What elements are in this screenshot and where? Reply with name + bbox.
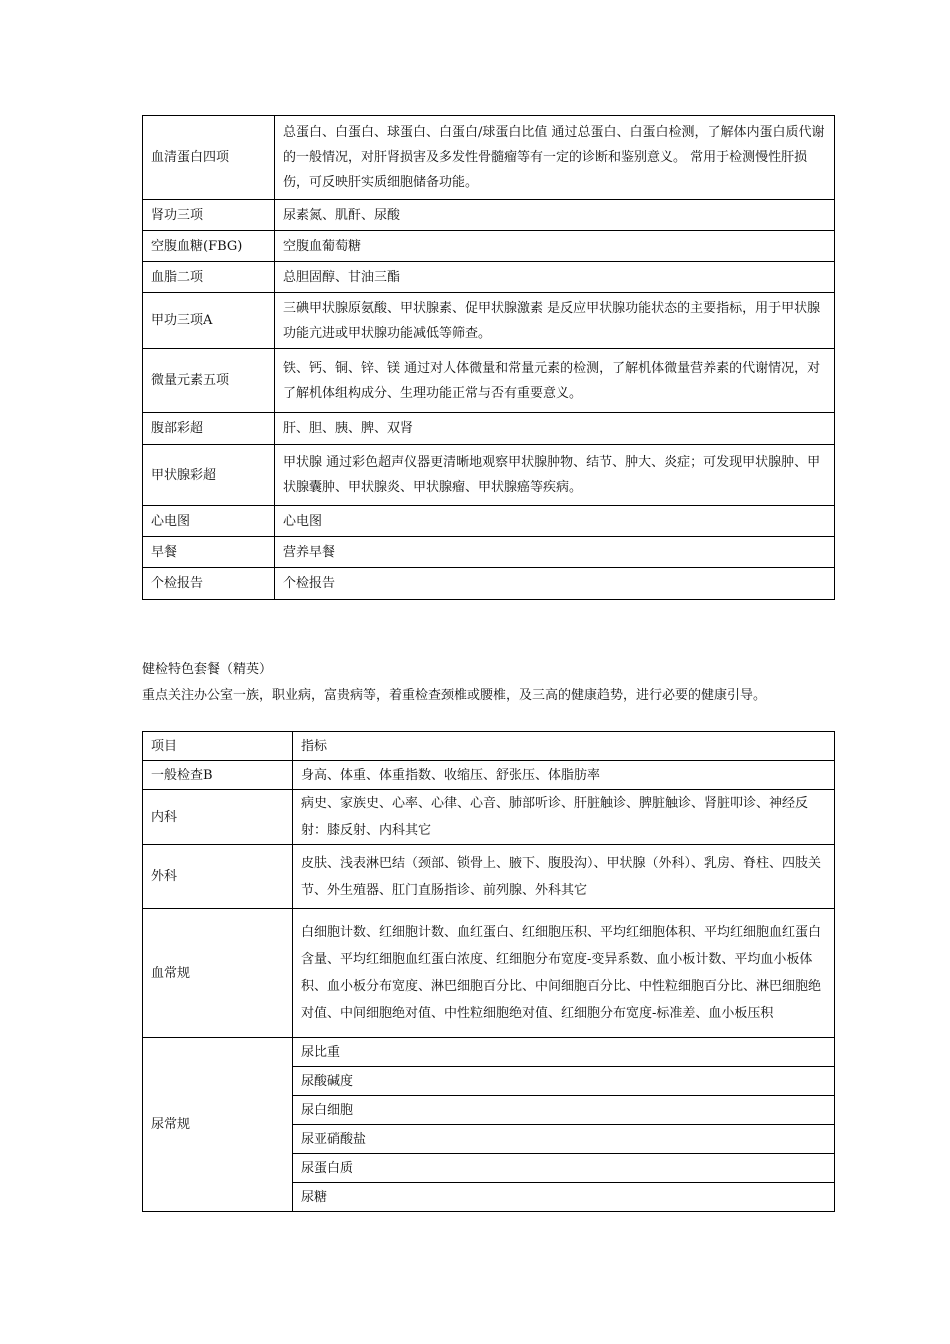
table-row — [143, 537, 835, 568]
item-cell: 甲状腺彩超 — [143, 445, 275, 506]
desc-cell: 总蛋白、白蛋白、球蛋白、白蛋白/球蛋白比值 通过总蛋白、白蛋白检测，了解体内蛋白质代谢的一般情况，对肝肾损害及多发性骨髓瘤等有一定的诊断和鉴别意义。 常用于检测慢性肝损伤，可反映肝实质细胞储备功能。 — [275, 116, 835, 200]
table-row — [143, 349, 835, 413]
table-row — [143, 568, 835, 600]
item-cell: 肾功三项 — [143, 200, 275, 231]
item-cell: 甲功三项A — [143, 293, 275, 349]
item-cell: 个检报告 — [143, 568, 275, 600]
desc-cell: 肝、胆、胰、脾、双肾 — [275, 413, 835, 445]
desc-cell: 个检报告 — [275, 568, 835, 600]
table-row — [143, 262, 835, 293]
section-title: 健检特色套餐（精英） — [142, 662, 273, 677]
desc-cell: 三碘甲状腺原氨酸、甲状腺素、促甲状腺激素 是反应甲状腺功能状态的主要指标，用于甲状腺功能亢进或甲状腺功能减低等筛查。 — [275, 293, 835, 349]
table-row — [143, 790, 835, 845]
item-cell: 血常规 — [143, 909, 293, 1038]
table-row — [143, 293, 835, 349]
table-row — [143, 231, 835, 262]
item-cell: 血脂二项 — [143, 262, 275, 293]
table-row — [143, 413, 835, 445]
table-row — [143, 761, 835, 790]
item-cell: 一般检查B — [143, 761, 293, 790]
table-row — [143, 445, 835, 506]
item-cell: 心电图 — [143, 506, 275, 537]
item-cell: 内科 — [143, 790, 293, 845]
header-desc: 指标 — [293, 732, 835, 761]
desc-cell: 心电图 — [275, 506, 835, 537]
table-row — [143, 506, 835, 537]
item-cell: 血清蛋白四项 — [143, 116, 275, 200]
item-cell: 早餐 — [143, 537, 275, 568]
header-item: 项目 — [143, 732, 293, 761]
table-row — [143, 116, 835, 200]
exam-table-1 — [142, 115, 835, 600]
item-cell: 腹部彩超 — [143, 413, 275, 445]
section-intro: 重点关注办公室一族，职业病，富贵病等，着重检查颈椎或腰椎，及三高的健康趋势，进行必要的健康引导。 — [142, 688, 767, 703]
sub-item-cell: 尿蛋白质 — [293, 1154, 835, 1183]
desc-cell: 总胆固醇、甘油三酯 — [275, 262, 835, 293]
item-cell: 微量元素五项 — [143, 349, 275, 413]
desc-cell: 尿素氮、肌酐、尿酸 — [275, 200, 835, 231]
desc-cell: 病史、家族史、心率、心律、心音、肺部听诊、肝脏触诊、脾脏触诊、肾脏叩诊、神经反射：膝反射、内科其它 — [293, 790, 835, 845]
table-header-row — [143, 732, 835, 761]
desc-cell: 甲状腺 通过彩色超声仪器更清晰地观察甲状腺肿物、结节、肿大、炎症；可发现甲状腺肿、甲状腺囊肿、甲状腺炎、甲状腺瘤、甲状腺癌等疾病。 — [275, 445, 835, 506]
sub-item-cell: 尿白细胞 — [293, 1096, 835, 1125]
item-cell: 空腹血糖(FBG) — [143, 231, 275, 262]
item-cell: 尿常规 — [143, 1038, 293, 1212]
desc-cell: 营养早餐 — [275, 537, 835, 568]
table-row — [143, 909, 835, 1038]
item-cell: 外科 — [143, 845, 293, 909]
desc-cell: 皮肤、浅表淋巴结（颈部、锁骨上、腋下、腹股沟）、甲状腺（外科）、乳房、脊柱、四肢关节、外生殖器、肛门直肠指诊、前列腺、外科其它 — [293, 845, 835, 909]
table-row — [143, 200, 835, 231]
desc-cell: 空腹血葡萄糖 — [275, 231, 835, 262]
table-row — [143, 845, 835, 909]
exam-table-2 — [142, 731, 835, 1212]
sub-item-cell: 尿比重 — [293, 1038, 835, 1067]
sub-item-cell: 尿酸碱度 — [293, 1067, 835, 1096]
sub-item-cell: 尿糖 — [293, 1183, 835, 1212]
desc-cell: 白细胞计数、红细胞计数、血红蛋白、红细胞压积、平均红细胞体积、平均红细胞血红蛋白含量、平均红细胞血红蛋白浓度、红细胞分布宽度-变异系数、血小板计数、平均血小板体积、血小板分布宽度、淋巴细胞百分比、中间细胞百分比、中性粒细胞百分比、淋巴细胞绝对值、中间细胞绝对值、中性粒细胞绝对值、红细胞分布宽度-标准差、血小板压积 — [293, 909, 835, 1038]
table-row — [143, 1038, 835, 1067]
desc-cell: 铁、钙、铜、锌、镁 通过对人体微量和常量元素的检测，了解机体微量营养素的代谢情况，对了解机体组构成分、生理功能正常与否有重要意义。 — [275, 349, 835, 413]
sub-item-cell: 尿亚硝酸盐 — [293, 1125, 835, 1154]
desc-cell: 身高、体重、体重指数、收缩压、舒张压、体脂肪率 — [293, 761, 835, 790]
